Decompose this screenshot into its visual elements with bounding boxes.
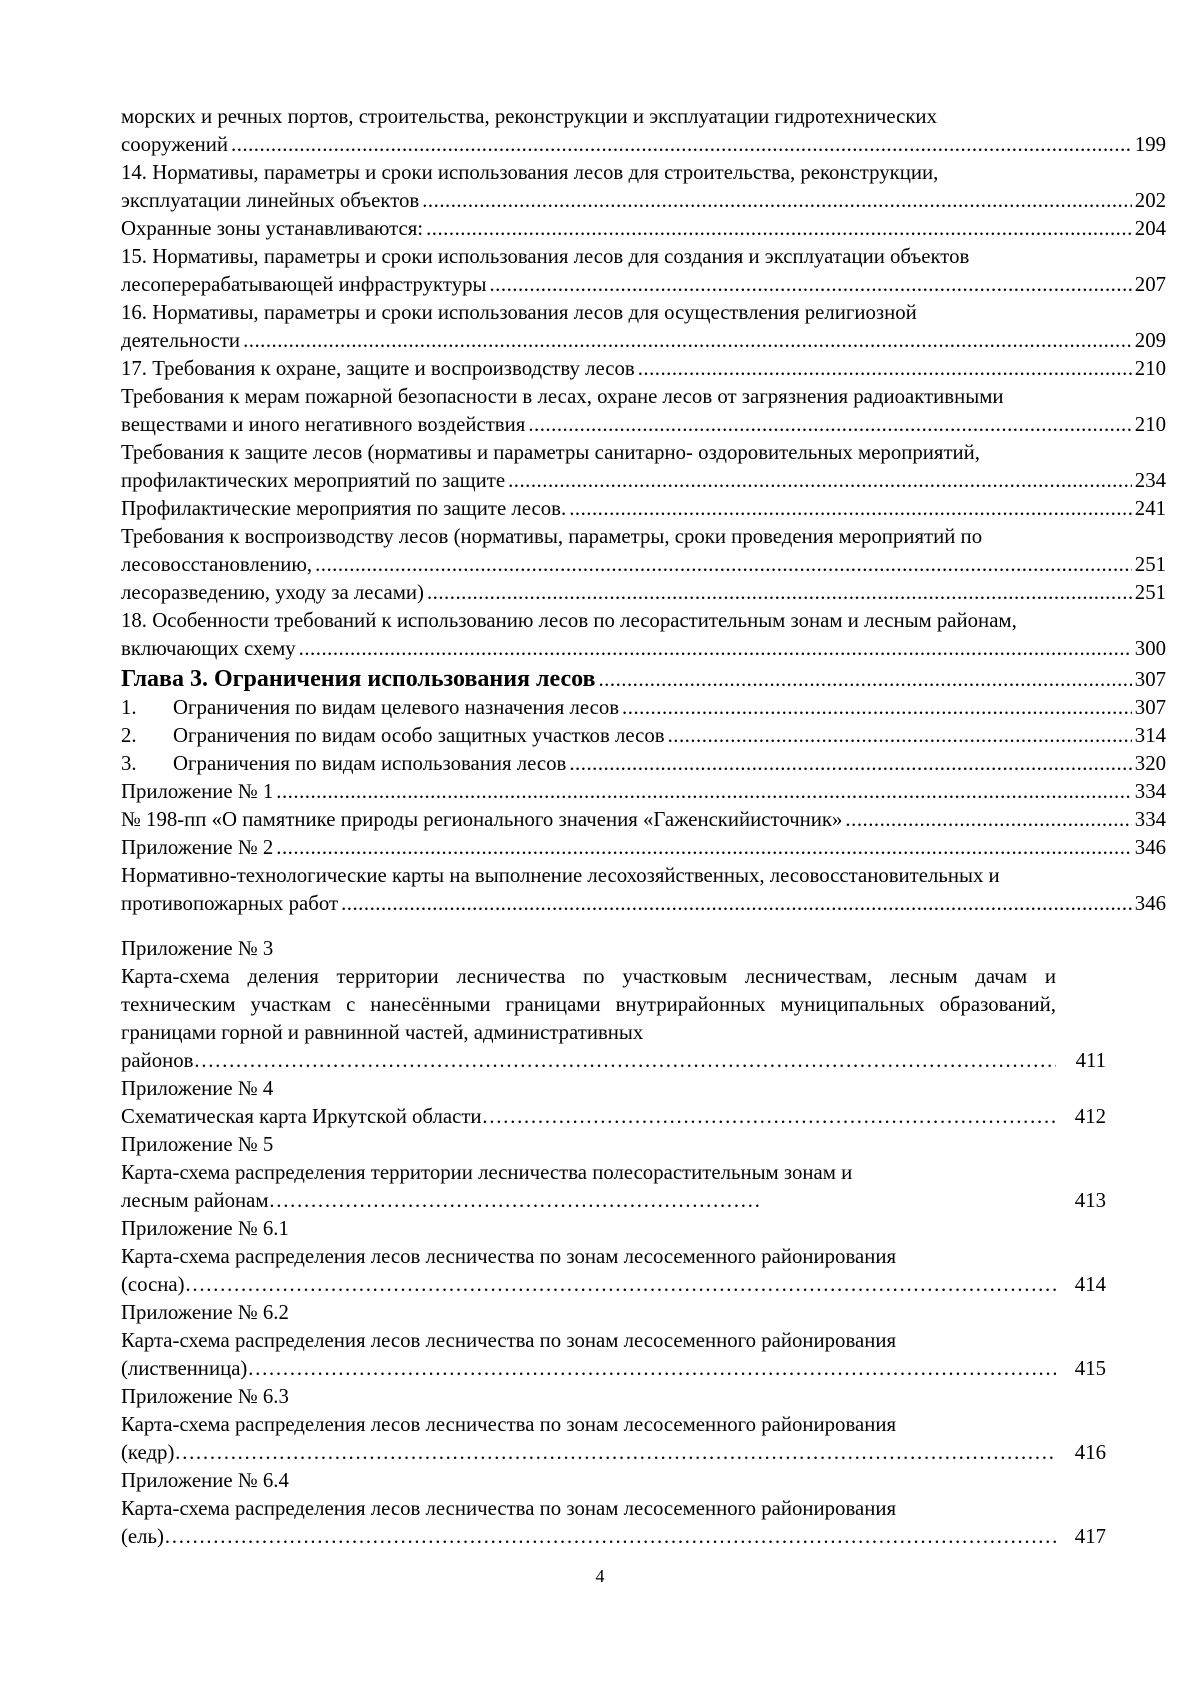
toc-page-number: 346 (1134, 836, 1166, 859)
appendix-page-number: 417 (1074, 1525, 1106, 1548)
leader-dots (845, 806, 1131, 834)
toc-entry[interactable] (121, 103, 1166, 159)
leader-dots (598, 666, 1131, 694)
toc-item-number: 1. (121, 696, 137, 719)
table-of-contents (121, 103, 1166, 918)
appendix-description: (кедр) (121, 1441, 175, 1464)
leader-dots (528, 411, 1131, 439)
leader-dots (668, 722, 1132, 750)
appendix-item[interactable] (121, 1467, 1121, 1551)
appendix-description: (лиственница) (121, 1357, 248, 1380)
toc-page-number: 346 (1134, 892, 1166, 915)
appendix-page-number: 416 (1074, 1441, 1106, 1464)
appendix-item[interactable] (121, 1075, 1121, 1131)
toc-entry[interactable] (121, 495, 1166, 523)
toc-page-number: 234 (1134, 469, 1166, 492)
toc-entry-text: противопожарных работ (121, 892, 339, 915)
toc-entry-text: Профилактические мероприятия по защите лесов. (121, 497, 567, 520)
toc-entry-text: Приложение № 1 (121, 780, 274, 803)
toc-item-number: 2. (121, 724, 137, 747)
leader-dots (315, 551, 1132, 579)
toc-page-number: 307 (1134, 696, 1166, 719)
toc-entry-text: Нормативно-технологические карты на выполнение лесохозяйственных, лесовосстановительных и (121, 864, 1000, 887)
toc-entry-text: деятельности (121, 329, 241, 352)
leader-dots (276, 834, 1132, 862)
toc-entry-text: сооружений (121, 133, 228, 156)
toc-entry-text: Приложение № 2 (121, 836, 274, 859)
leader-dots (427, 579, 1132, 607)
toc-page-number: 334 (1134, 780, 1166, 803)
toc-page-number: 314 (1134, 724, 1166, 747)
appendix-page-number: 413 (1074, 1189, 1106, 1212)
appendix-heading: Приложение № 6.4 (121, 1469, 289, 1492)
appendix-item[interactable] (121, 1131, 1121, 1215)
appendix-heading: Приложение № 4 (121, 1077, 274, 1100)
toc-entry[interactable] (121, 383, 1166, 439)
appendix-description: Схематическая карта Иркутской области (121, 1105, 482, 1128)
appendix-page-number: 415 (1074, 1357, 1106, 1380)
toc-entry[interactable] (121, 159, 1166, 215)
toc-entry[interactable] (121, 355, 1166, 383)
toc-entry-text: 17. Требования к охране, защите и воспроизводству лесов (121, 357, 635, 380)
toc-page-number: 210 (1134, 413, 1166, 436)
toc-entry[interactable] (121, 215, 1166, 243)
appendix-description: Карта-схема распределения территории лесничества полесорастительным зонам и (121, 1161, 853, 1184)
toc-entry-text: веществами и иного негативного воздействия (121, 413, 526, 436)
toc-page-number: 251 (1134, 553, 1166, 576)
page-number-footer: 4 (595, 1566, 605, 1586)
toc-sub-entry[interactable] (121, 750, 1166, 778)
toc-entry-text: 16. Нормативы, параметры и сроки использования лесов для осуществления религиозной (121, 301, 917, 324)
toc-entry[interactable] (121, 439, 1166, 495)
leader-dots (276, 778, 1132, 806)
toc-entry[interactable] (121, 299, 1166, 355)
appendix-page-number: 411 (1075, 1049, 1106, 1072)
toc-entry-text: 14. Нормативы, параметры и сроки использования лесов для строительства, реконструкции, (121, 161, 939, 184)
leader-dots (508, 467, 1132, 495)
appendix-item[interactable] (121, 1215, 1121, 1299)
toc-entry-text: Охранные зоны устанавливаются: (121, 217, 424, 240)
leader-dots (341, 890, 1132, 918)
toc-entry[interactable] (121, 862, 1166, 918)
toc-page-number: 204 (1134, 217, 1166, 240)
appendix-heading: Приложение № 5 (121, 1133, 274, 1156)
appendix-heading: Приложение № 6.2 (121, 1301, 289, 1324)
toc-entry-text: 18. Особенности требований к использованию лесов по лесорастительным зонам и лесным районам, (121, 609, 1017, 632)
toc-page-number: 210 (1134, 357, 1166, 380)
toc-entry-text: лесовосстановлению, (121, 553, 313, 576)
leader-dots (638, 355, 1132, 383)
appendix-page-number: 414 (1074, 1273, 1106, 1296)
appendix-description: Карта-схема распределения лесов лесничества по зонам лесосеменного районирования (121, 1497, 897, 1520)
appendix-list (121, 935, 1121, 1551)
toc-entry-text: Требования к мерам пожарной безопасности в лесах, охране лесов от загрязнения радиоактивными (121, 385, 1004, 408)
toc-entry-text: лесоперерабатывающей инфраструктуры (121, 273, 487, 296)
toc-page-number: 207 (1134, 273, 1166, 296)
toc-entry-text: 15. Нормативы, параметры и сроки использования лесов для создания и эксплуатации объектов (121, 245, 970, 268)
leader-dots (243, 327, 1132, 355)
toc-page-number: 251 (1134, 581, 1166, 604)
toc-entry-text: морских и речных портов, строительства, реконструкции и эксплуатации гидротехнических (121, 105, 937, 128)
leader-dots (299, 635, 1132, 663)
toc-entry-text: Ограничения по видам использования лесов (173, 752, 567, 775)
appendix-item[interactable] (121, 1299, 1121, 1383)
toc-entry[interactable] (121, 806, 1166, 834)
appendix-description: районов (121, 1049, 194, 1072)
toc-chapter-entry[interactable] (121, 665, 1166, 694)
leader-dots (231, 131, 1132, 159)
appendix-description: Карта-схема распределения лесов лесничества по зонам лесосеменного районирования (121, 1245, 897, 1268)
toc-entry[interactable] (121, 243, 1166, 299)
toc-entry[interactable] (121, 778, 1166, 806)
toc-entry[interactable] (121, 579, 1166, 607)
appendix-item[interactable] (121, 1383, 1121, 1467)
toc-page-number: 300 (1134, 637, 1166, 660)
toc-sub-entry[interactable] (121, 694, 1166, 722)
appendix-heading: Приложение № 3 (121, 937, 274, 960)
appendix-heading: Приложение № 6.3 (121, 1385, 289, 1408)
leader-dots (569, 495, 1132, 523)
toc-page-number: 307 (1134, 668, 1166, 691)
toc-entry-text: Требования к защите лесов (нормативы и параметры санитарно- оздоровительных мероприятий, (121, 441, 980, 464)
toc-entry[interactable] (121, 607, 1166, 663)
toc-entry-text: профилактических мероприятий по защите (121, 469, 506, 492)
toc-entry[interactable] (121, 834, 1166, 862)
appendix-item[interactable] (121, 935, 1121, 1075)
appendix-description: (сосна) (121, 1273, 185, 1296)
appendix-description: Карта-схема распределения лесов лесничества по зонам лесосеменного районирования (121, 1413, 897, 1436)
toc-entry-text: № 198-пп «О памятнике природы регионального значения «Гаженскийисточник» (121, 808, 843, 831)
appendix-description: Карта-схема деления территории лесничества по участковым лесничествам, лесным дачам и техническим участкам с нанесёнными границами внутрирайонных муниципальных образований, границами горной и равнинной частей, административных (121, 965, 1056, 1044)
toc-page-number: 209 (1134, 329, 1166, 352)
toc-entry[interactable] (121, 523, 1166, 579)
toc-entry-text: Требования к воспроизводству лесов (нормативы, параметры, сроки проведения мероприятий по (121, 525, 983, 548)
appendix-page-number: 412 (1074, 1105, 1106, 1128)
toc-entry-text: лесоразведению, уходу за лесами) (121, 581, 424, 604)
appendix-description: лесным районам (121, 1189, 269, 1212)
toc-entry-text: Ограничения по видам целевого назначения лесов (173, 696, 620, 719)
appendix-description: Карта-схема распределения лесов лесничества по зонам лесосеменного районирования (121, 1329, 897, 1352)
toc-page-number: 241 (1134, 497, 1166, 520)
leader-dots (622, 694, 1132, 722)
toc-page-number: 199 (1134, 133, 1166, 156)
leader-dots (489, 271, 1131, 299)
toc-page-number: 334 (1134, 808, 1166, 831)
appendix-description: (ель) (121, 1525, 164, 1548)
toc-entry-text: включающих схему (121, 637, 296, 660)
toc-sub-entry[interactable] (121, 722, 1166, 750)
toc-entry-text: эксплуатации линейных объектов (121, 189, 420, 212)
leader-dots (422, 187, 1132, 215)
chapter-title: Глава 3. Ограничения использования лесов (121, 666, 596, 692)
leader-dots (569, 750, 1131, 778)
leader-dots (426, 215, 1132, 243)
toc-page-number: 320 (1134, 752, 1166, 775)
toc-page-number: 202 (1134, 189, 1166, 212)
appendix-heading: Приложение № 6.1 (121, 1217, 289, 1240)
toc-entry-text: Ограничения по видам особо защитных участков лесов (173, 724, 665, 747)
toc-item-number: 3. (121, 752, 137, 775)
